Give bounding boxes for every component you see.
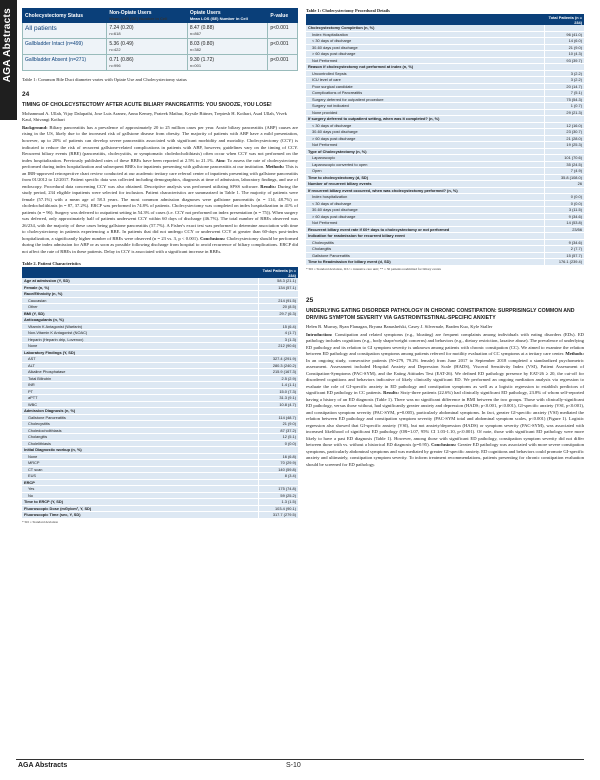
section-heading: Results: bbox=[383, 390, 401, 396]
section-heading: Methods: bbox=[565, 351, 584, 357]
abstract-24-number: 24 bbox=[22, 91, 30, 98]
row-label: Complications of Pancreatitis bbox=[306, 90, 544, 97]
row-label: Initial Diagnostic workup (n, %) bbox=[22, 447, 258, 454]
row-value: 3 (11.5) bbox=[544, 207, 584, 214]
row-value: 214 (91.5) bbox=[258, 297, 298, 304]
row-label: 30-60 days post discharge bbox=[306, 44, 544, 51]
cbd-row-nonopiate: 0.71 (0.86) n=996 bbox=[107, 55, 188, 71]
row-value: 7 (5.1) bbox=[544, 90, 584, 97]
section-heading: Background: bbox=[22, 124, 50, 130]
abstract-25-body bbox=[306, 332, 584, 469]
cbd-table-caption: Table 1: Common Bile Duct diameter varies with Opiate Use and Cholecystectomy status bbox=[22, 77, 187, 82]
row-label: PT bbox=[22, 388, 258, 395]
row-value: 58.3 (21.1) bbox=[258, 278, 298, 284]
row-label: If surgery deferred to outpatient setting, when was it completed? (n, %) bbox=[306, 116, 544, 123]
cholecystectomy-details-table-block bbox=[306, 8, 584, 271]
row-label: Vitamin K Antagonist (Warfarin) bbox=[22, 323, 258, 330]
row-value: 14 (53.8) bbox=[544, 220, 584, 227]
row-value: 96 (41.0) bbox=[544, 31, 584, 38]
row-value: 35.8 (108.0) bbox=[544, 174, 584, 181]
row-label: Fluoroscopic Dose (mGy/cm², Y, SD) bbox=[22, 505, 258, 512]
section-text: To assess the rate of cholecystectomy performed during index hospitalization and subsequent RBEs for inpatients presenting with gallstone pancreatitis at our institution. bbox=[22, 157, 298, 170]
row-label: Laparoscopic converted to open bbox=[306, 161, 544, 168]
row-value: 215.9 (167.3) bbox=[258, 369, 298, 376]
row-label: Cholelithiasis bbox=[22, 440, 258, 447]
row-value: 101 (70.6) bbox=[544, 155, 584, 162]
row-value: 15 (6.4) bbox=[258, 323, 298, 330]
abstract-25-authors: Helen B. Murray, Ryan Flanagan, Bryana Banashefski, Casey J. Silvernale, Braden Kuo, Kyle Staller bbox=[306, 323, 493, 329]
row-label: Not Performed bbox=[306, 220, 544, 227]
row-label: Time to cholecystectomy (d, SD) bbox=[306, 174, 544, 181]
cbd-row-opiate: 9.30 (1.72) n=001 bbox=[187, 55, 268, 71]
row-value: 140 (59.8) bbox=[258, 466, 298, 473]
row-label: aPTT bbox=[22, 395, 258, 402]
row-label: Admission Diagnosis (n, %) bbox=[22, 408, 258, 415]
row-label: Number of recurrent biliary events bbox=[306, 181, 544, 188]
row-label: < 30 days of discharge bbox=[306, 122, 544, 129]
row-label: Poor surgical candidate bbox=[306, 83, 544, 90]
abstract-25-number: 25 bbox=[306, 296, 314, 304]
t3-th-total: Total Patients (n = 234) bbox=[544, 14, 584, 25]
section-text: During the study period, 234 eligible inpatients were selected for inclusion. Patient characteristics are summarized in Table 1. The majority of patients were female (57.1%) with a mean age of 58.3 years. The most common admission diagnoses were gallstone pancreatitis (n = 114, 48.7%) or choledocholithiasis (n = 87, 37.2%). ERCP was performed in 74.8% of patients. Cholecystectomy was completed on index hospitalization in 41% of patients (n = 96). Surgery was deferred to outpatient setting in 54.3% of cases (i.e. CCY not performed on index presentation (n = 75)). When surgery was deferred, only approximately half of patients underwent CCY within 60 days of discharge (46.7%). The total number of RBEs observed was 26/234, with the majority of these cases being gallstone pancreatitis (57.7%). A Fisher's exact test was performed to determine association with time to cholecystectomy in patients experiencing a RBE. In patients that did not undergo CCY or underwent CCY at greater than 60-days post-index hospitalization, a significantly higher number of RBEs were observed (n = 23 vs. 3, p < 0.001). bbox=[22, 183, 298, 241]
row-value: 0 (0.0) bbox=[544, 194, 584, 201]
section-heading: Conclusions: bbox=[200, 235, 227, 241]
row-label: Age at admission (Y, SD) bbox=[22, 278, 258, 284]
footer-journal: AGA Abstracts bbox=[18, 762, 68, 769]
row-label: ICU level of care bbox=[306, 77, 544, 84]
cbd-row-pvalue: p<0.001 bbox=[268, 55, 298, 71]
row-label: Open bbox=[306, 168, 544, 175]
row-value: 9 (34.6) bbox=[544, 239, 584, 246]
row-value: 20 (8.5) bbox=[258, 304, 298, 311]
row-value: 35 (24.5) bbox=[544, 161, 584, 168]
row-label: Recurrent biliary event rate if 60+ days to cholecystectomy or not performed bbox=[306, 226, 544, 233]
section-text: Biliary pancreatitis has a prevalence of approximately 20 to 25 million cases per year. Acute biliary pancreatitis (ABP) causes are rising in the US, likely due to the increased risk of gallstone disease from obesity. The majority of patients with ABP have a mild presentation, however, up to 20% of patients can develop severe pancreatitis associated with significant morbidity and mortality. Cholecystectomy (CCY) is indicated to reduce the risk of recurrent gallstone-related complications in patients with ABP, however, guidelines vary on the timing of CCY. Recurrent biliary events (RBE) (pancreatitis, cholecystitis, or symptomatic choledocholithiasis) often occur when CCY was not performed on the index hospitalization. Previously published rates of these RBEs have been reported at 2.5% to 21.1%. bbox=[22, 124, 298, 163]
row-value: 280.3 (240.2) bbox=[258, 362, 298, 369]
row-label: Index Hospitalization bbox=[306, 31, 544, 38]
row-value: 1 (0.7) bbox=[544, 103, 584, 110]
row-label: Gallstone Pancreatitis bbox=[22, 414, 258, 421]
patient-characteristics-table bbox=[22, 267, 298, 519]
row-value: 8 (3.4) bbox=[258, 473, 298, 480]
row-label: 30-60 days post discharge bbox=[306, 129, 544, 136]
row-label: < 30 days of discharge bbox=[306, 200, 544, 207]
patient-characteristics-table-block bbox=[22, 261, 298, 524]
row-label: Time to ERCP (Y, SD) bbox=[22, 499, 258, 506]
row-label: MRCP bbox=[22, 460, 258, 467]
row-label: Other bbox=[22, 304, 258, 311]
section-text: Sixty-three patients (22.6%) had clinically significant ED pathology, 23.8% of whom self-reported having a history of an ED diagnosis (Table 1). There was no significant difference in BMI between the two groups. Those with clinically-significant ED pathology, versus those without, had significantly greater anxiety and depression (HADS; p<0.001, p<0.001), GI-specific anxiety (VSI, p<0.001), and constipation symptom severity (PAC-SYM, p=0.005), particularly abdominal symptoms. In fact, greater GI-specific anxiety (VSI) mediated the relation between ED pathology and constipation symptom severity (PAC-SYM total and abdominal symptom scales, p<0.001) (Figure 1). Logistic regression also showed that GI-specific anxiety (VSI), but not anxiety/depression (HADS) or symptom severity (PAC-SYM), was associated with increased likelihood of significant ED pathology (OR=1.07, 95% CI 1.03-1.10, p<0.001). Of note, those with significant ED pathology were more likely to have a past ED diagnosis (Table 1). However, among those with significant ED pathology, constipation symptom severity did not differ between those with vs. without a historical ED diagnosis (p=0.95). bbox=[306, 390, 584, 448]
row-label: Female (n, %) bbox=[22, 284, 258, 291]
left-column bbox=[22, 8, 298, 524]
row-label: Not Performed bbox=[306, 142, 544, 149]
row-label: Gallstone Pancreatitis bbox=[306, 252, 544, 259]
row-label: Cholecystitis bbox=[306, 239, 544, 246]
cbd-row-label: Gallbladder Absent (n=271) bbox=[23, 55, 107, 71]
cholecystectomy-details-note: * SD = Standard deviation, ICU = intensive care unit; ** = 30 patients readmitted for biliary events bbox=[306, 266, 441, 271]
row-value: 175 (74.8) bbox=[258, 486, 298, 493]
cholecystectomy-details-table bbox=[306, 14, 584, 266]
row-label: Heparin (Heparin drip, Lovenox) bbox=[22, 336, 258, 343]
t2-th-blank bbox=[22, 267, 258, 278]
row-label: Alkaline Phosphatase bbox=[22, 369, 258, 376]
row-value: 70 (29.9) bbox=[258, 460, 298, 467]
row-label: Time to Readmission for biliary event (d, SD) bbox=[306, 259, 544, 266]
row-value: 10 (4.3) bbox=[544, 51, 584, 58]
section-text: Cholecystectomy should be performed during the index admission for ABP or as soon as possible following discharge from hospital to avoid recurrence of biliary complications. ERCP did not affect the rate of RBEs in these patients. Delay in CCY is associated with a significant increase in RBEs. bbox=[22, 235, 299, 254]
row-label: Non-Vitamin K Antagonist (NOAC) bbox=[22, 330, 258, 337]
section-heading: Results: bbox=[260, 183, 278, 189]
row-label: INR bbox=[22, 382, 258, 389]
row-value: 134 (57.1) bbox=[258, 284, 298, 291]
section-text: Constipation and related symptoms (e.g., bloating) are frequent complaints among individuals with eating disorders (EDs). ED pathology includes cognitions (e.g., body shape/weight concerns) and behaviors (e.g., dietary restriction, laxative abuse). The prevalence of underlying ED pathology and its relation to GI symptom severity is unknown among patients with chronic constipation (CC). We aimed to examine the relation between ED pathology and constipation symptoms among patients referred for motility evaluation of CC symptoms at a tertiary care center. bbox=[306, 331, 584, 357]
patient-characteristics-title: Table 2. Patient Characteristics bbox=[22, 261, 81, 267]
right-column bbox=[306, 8, 584, 468]
cbd-th-opiate: Opiate Users Mean LOS (SE) Number in Cell bbox=[187, 9, 268, 23]
cbd-th-status: Cholecystectomy Status bbox=[23, 9, 107, 23]
row-label: AST bbox=[22, 356, 258, 363]
row-value: 103.4 (90.1) bbox=[258, 505, 298, 512]
row-value: 9 (34.6) bbox=[544, 213, 584, 220]
footer-rule bbox=[16, 759, 584, 760]
row-value: 29 (21.3) bbox=[544, 109, 584, 116]
row-value: 29.7 (6.3) bbox=[258, 310, 298, 317]
cbd-row-opiate: 8.47 (0.88) n=867 bbox=[187, 23, 268, 39]
row-label: Total Bilirubin bbox=[22, 375, 258, 382]
table-row bbox=[306, 259, 584, 266]
row-value: 327.4 (291.9) bbox=[258, 356, 298, 363]
row-value: 7 (4.9) bbox=[544, 168, 584, 175]
cbd-th-nonopiate: Non-Opiate Users Mean LOS (SE) Number in Cell bbox=[107, 9, 188, 23]
section-text: In an ongoing study, consecutive patients (N=279, 79.2% female) from June 2017 to September 2018 completed a standardized psychometric assessment. Assessment included Hospital Anxiety and Depression Scale (HADS), Visceral Sensitivity Index (VSI), Patient Assessment of Constipation-Symptoms (PAC-SYM), and the Eating Attitudes Test (EAT-26). We defined ED pathology presence by EAT-26 ≥ 20, the cut-off for disordered cognitions and behaviors indicative of likely clinically significant ED. We performed an ongoing mediation analysis via regression to evaluate the role of GI-specific anxiety in ED pathology and constipation symptoms as well as a logistic regression to establish predictors of significant ED pathology in CC patients. bbox=[306, 357, 584, 396]
row-label: WBC bbox=[22, 401, 258, 408]
row-label: ERCP bbox=[22, 479, 258, 486]
row-label: EUS bbox=[22, 473, 258, 480]
row-label: Choledocholithiasis bbox=[22, 427, 258, 434]
row-label: Caucasian bbox=[22, 297, 258, 304]
cbd-row-label: All patients bbox=[23, 23, 107, 39]
section-heading: Aim: bbox=[215, 157, 228, 163]
row-value: 3 (2.2) bbox=[544, 77, 584, 84]
row-label: Race/Ethnicity (n, %) bbox=[22, 291, 258, 298]
row-label: > 60 days post discharge bbox=[306, 213, 544, 220]
row-label: Not Performed bbox=[306, 57, 544, 64]
row-label: Surgery deferred for outpatient procedure bbox=[306, 96, 544, 103]
abstract-25-title: UNDERLYING EATING DISORDER PATHOLOGY IN CHRONIC CONSTIPATION: SURPRISINGLY COMMON AND DRIVING SYMPTOM SEVERITY VIA GASTROINTESTINAL-SPECIFIC ANXIETY bbox=[306, 307, 575, 321]
row-label: Cholangitis bbox=[306, 246, 544, 253]
row-label: Index hospitalization bbox=[306, 194, 544, 201]
row-label: Surgery not indicated bbox=[306, 103, 544, 110]
row-value: 21 (9.0) bbox=[258, 421, 298, 428]
row-label: > 60 days post discharge bbox=[306, 51, 544, 58]
cbd-table-header bbox=[23, 9, 298, 23]
abstract-24-title: TIMING OF CHOLECYSTECTOMY AFTER ACUTE BILIARY PANCREATITIS: YOU SNOOZE, YOU LOSE! bbox=[22, 102, 272, 108]
row-value: 10.8 (4.7) bbox=[258, 401, 298, 408]
row-value: 16 (6.8) bbox=[258, 453, 298, 460]
row-label: Laparoscopic bbox=[306, 155, 544, 162]
row-value: 20 (14.7) bbox=[544, 83, 584, 90]
section-heading: Conclusions: bbox=[431, 442, 458, 448]
row-value: 114 (48.7) bbox=[258, 414, 298, 421]
row-value: 23 (30.7) bbox=[544, 129, 584, 136]
row-label: < 30 days of discharge bbox=[306, 38, 544, 45]
cbd-row-label: Gallbladder Intact (n=499) bbox=[23, 39, 107, 55]
row-value: 2 (7.7) bbox=[544, 246, 584, 253]
side-label: AGA Abstracts bbox=[2, 8, 13, 83]
cbd-row-nonopiate: 5.36 (0.49) n=422 bbox=[107, 39, 188, 55]
row-value: 317.7 (279.5) bbox=[258, 512, 298, 519]
row-value: 19 (25.3) bbox=[544, 142, 584, 149]
row-value: 15 (57.7) bbox=[544, 252, 584, 259]
cbd-table bbox=[22, 8, 298, 71]
cbd-th-pvalue: P-value bbox=[268, 9, 298, 23]
patient-characteristics-note: * SD = Standard deviation bbox=[22, 519, 59, 524]
row-label: 30-60 days post discharge bbox=[306, 207, 544, 214]
row-label: Cholangitis bbox=[22, 434, 258, 441]
row-label: Uncontrolled Sepsis bbox=[306, 70, 544, 77]
row-value: 0 (0.0) bbox=[544, 200, 584, 207]
table-row bbox=[23, 55, 298, 71]
abstract-24-authors: Mohammad A. Ullah, Vijay Dalapathi, Jose Luis Aranez, Anna Kemey, Prateek Mathur, Krystle Bittner, Treptesh H. Kothari, Asad Ullah, Vivek Kaul, Shivangi Kothari bbox=[22, 111, 287, 122]
row-label: Cholecystitis bbox=[22, 421, 258, 428]
row-label: No bbox=[22, 492, 258, 499]
cbd-row-pvalue: p<0.001 bbox=[268, 39, 298, 55]
row-label: None bbox=[22, 343, 258, 350]
row-label: ALT bbox=[22, 362, 258, 369]
row-label: Laboratory Findings (Y, SD) bbox=[22, 349, 258, 356]
section-text: This is an IRB-approved retrospective chart review conducted at our academic tertiary care referral center of inpatients presenting with gallstone pancreatitis from 01/2012 to 12/2017. Patient specific data was collected including demographics, diagnosis at time of admission, laboratory findings, and use of endoscopy. Procedural data concerning CCY was also obtained. Descriptive analysis was performed utilizing SPSS software. bbox=[22, 164, 298, 189]
section-side-band bbox=[0, 0, 17, 120]
row-value: 12 (5.1) bbox=[258, 434, 298, 441]
row-label: Fluoroscopic Time (sec, Y, SD) bbox=[22, 512, 258, 519]
row-label: Reason if cholecystectomy not performed at index (n, %) bbox=[306, 64, 544, 71]
section-heading: Methods: bbox=[265, 164, 286, 170]
cbd-row-opiate: 8.03 (0.80) n=382 bbox=[187, 39, 268, 55]
row-label: Cholecystectomy Completion (n, %) bbox=[306, 25, 544, 31]
row-label: CT scan bbox=[22, 466, 258, 473]
row-value: 21 (28.0) bbox=[544, 135, 584, 142]
row-value: 4 (1.7) bbox=[258, 330, 298, 337]
footer-page-number: S-10 bbox=[286, 762, 301, 769]
section-text: Greater ED pathology was associated with more severe constipation symptoms, particularly abdominal symptoms and was mediated by greater GI-specific anxiety. ED cognitions and behaviors could promote GI-specific anxiety and ultimately, constipation symptom severity. To inform treatment recommendations, patients presenting for chronic constipation evaluation should be screened for ED pathology. bbox=[306, 442, 584, 467]
row-value: 15.0 (7.3) bbox=[258, 388, 298, 395]
row-value: 176.1 (239.4) bbox=[544, 259, 584, 266]
row-value: 0 (0.0) bbox=[258, 440, 298, 447]
t2-th-total: Total Patients (n = 234) bbox=[258, 267, 298, 278]
row-label: None bbox=[22, 453, 258, 460]
cholecystectomy-details-title: Table 1: Cholecystectomy Procedural Details bbox=[306, 8, 390, 13]
row-value: 2.5 (2.9) bbox=[258, 375, 298, 382]
row-label: If recurrent biliary event occurred, when was cholecystectomy performed? (n, %) bbox=[306, 187, 544, 194]
row-value: 26 bbox=[544, 181, 584, 188]
row-value: 75 (54.3) bbox=[544, 96, 584, 103]
section-heading: Introduction: bbox=[306, 331, 335, 337]
row-label: Indication for readmission for recurrent biliary event bbox=[306, 233, 544, 240]
row-value: 93 (39.7) bbox=[544, 57, 584, 64]
row-label: > 60 days post discharge bbox=[306, 135, 544, 142]
row-label: None provided bbox=[306, 109, 544, 116]
table-row bbox=[23, 39, 298, 55]
row-value: 3 (1.3) bbox=[258, 336, 298, 343]
cbd-row-nonopiate: 7.24 (0.20) n=618 bbox=[107, 23, 188, 39]
row-value: 31.3 (9.1) bbox=[258, 395, 298, 402]
row-label: Anticoagulants (n, %) bbox=[22, 317, 258, 324]
row-label: Type of Cholecystectomy (n, %) bbox=[306, 148, 544, 155]
row-value: 1.4 (1.1) bbox=[258, 382, 298, 389]
row-value: 212 (90.6) bbox=[258, 343, 298, 350]
t3-th-blank bbox=[306, 14, 544, 25]
row-label: BMI (Y, SD) bbox=[22, 310, 258, 317]
table-row bbox=[23, 23, 298, 39]
row-value: 87 (37.2) bbox=[258, 427, 298, 434]
row-value: 59 (25.2) bbox=[258, 492, 298, 499]
row-value: 21 (9.0) bbox=[544, 44, 584, 51]
abstract-24-body bbox=[22, 125, 298, 255]
row-label: Yes bbox=[22, 486, 258, 493]
row-value: 1.3 (1.5) bbox=[258, 499, 298, 506]
cbd-row-pvalue: p<0.001 bbox=[268, 23, 298, 39]
row-value: 14 (6.0) bbox=[544, 38, 584, 45]
row-value: 23/56 bbox=[544, 226, 584, 233]
row-value: 3 (2.2) bbox=[544, 70, 584, 77]
table-row bbox=[22, 512, 298, 519]
row-value: 12 (16.0) bbox=[544, 122, 584, 129]
